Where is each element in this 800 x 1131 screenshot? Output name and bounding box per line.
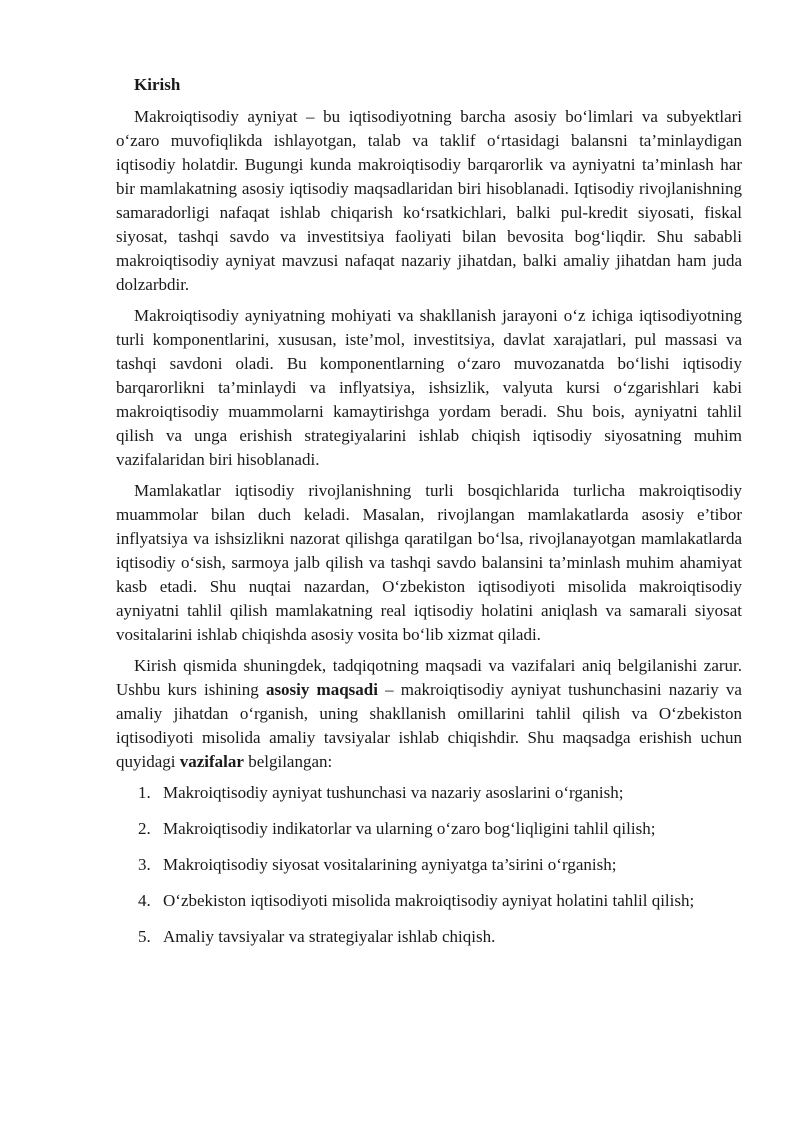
section-heading: Kirish — [134, 75, 181, 94]
paragraph-2: Makroiqtisodiy ayniyatning mohiyati va shakllanish jarayoni o‘z ichiga iqtisodiyotning turli komponentlarini, xususan, iste’mol, investitsiya, davlat xarajatlari, pul massasi va tashqi savdoni oladi. Bu komponentlarning o‘zaro muvozanatda bo‘lishi iqtisodiy barqarorlikni ta’minlaydi va inflyatsiya, ishsizlik, valyuta kursi o‘zgarishlari kabi makroiqtisodiy muammolarni kamaytirishga yordam beradi. Shu bois, ayniyatni tahlil qilish va unga erishish strategiyalarini ishlab chiqish iqtisodiy siyosatning muhim vazifalaridan biri hisoblanadi. — [116, 306, 742, 469]
list-item-text: Amaliy tavsiyalar va strategiyalar ishlab chiqish. — [163, 927, 496, 946]
goal-emphasis: asosiy maqsadi — [265, 680, 378, 699]
list-item-text: Makroiqtisodiy siyosat vositalarining ayniyatga ta’sirini o‘rganish; — [163, 855, 617, 874]
list-item-number: 5. — [138, 927, 151, 946]
list-item — [116, 925, 742, 949]
list-item-text: O‘zbekiston iqtisodiyoti misolida makroiqtisodiy ayniyat holatini tahlil qilish; — [163, 891, 695, 910]
list-item-text: Makroiqtisodiy ayniyat tushunchasi va nazariy asoslarini o‘rganish; — [163, 783, 624, 802]
list-item — [116, 889, 742, 913]
paragraph-3: Mamlakatlar iqtisodiy rivojlanishning turli bosqichlarida turlicha makroiqtisodiy muammolar bilan duch keladi. Masalan, rivojlangan mamlakatlarda asosiy e’tibor inflyatsiya va ishsizlikni nazorat qilishga qaratilgan bo‘lsa, rivojlanayotgan mamlakatlarda iqtisodiy o‘sish, sarmoya jalb qilish va tashqi savdo balansini ta’minlash muhim ahamiyat kasb etadi. Shu nuqtai nazardan, O‘zbekiston iqtisodiyoti misolida makroiqtisodiy ayniyatni tahlil qilish mamlakatning real iqtisodiy holatini aniqlash va samarali siyosat vositalarini ishlab chiqishda asosiy vosita bo‘lib xizmat qiladi. — [116, 481, 742, 644]
document-page — [116, 73, 742, 961]
tasks-emphasis: vazifalar — [179, 752, 244, 771]
list-item-number: 4. — [138, 891, 151, 910]
list-item-number: 2. — [138, 819, 151, 838]
paragraph-4 — [116, 654, 742, 774]
list-item — [116, 781, 742, 805]
paragraph-1: Makroiqtisodiy ayniyat – bu iqtisodiyotning barcha asosiy bo‘limlari va subyektlari o‘zaro muvofiqlikda ishlayotgan, talab va taklif o‘rtasidagi balansni ta’minlaydigan iqtisodiy holatdir. Bugungi kunda makroiqtisodiy barqarorlik va ayniyatni ta’minlash har bir mamlakatning asosiy iqtisodiy maqsadlaridan biri hisoblanadi. Iqtisodiy rivojlanishning samaradorligi nafaqat ishlab chiqarish ko‘rsatkichlari, balki pul-kredit siyosati, fiskal siyosat, tashqi savdo va investitsiya faoliyati bilan bevosita bog‘liqdir. Shu sababli makroiqtisodiy ayniyat mavzusi nafaqat nazariy jihatdan, balki amaliy jihatdan ham juda dolzarbdir. — [116, 107, 742, 294]
paragraph-4-text-c: belgilangan: — [243, 752, 333, 771]
list-item-text: Makroiqtisodiy indikatorlar va ularning o‘zaro bog‘liqligini tahlil qilish; — [163, 819, 656, 838]
paragraph-4-text-b: – makroiqtisodiy ayniyat tushunchasini nazariy va amaliy jihatdan o‘rganish, uning shakllanish omillarini tahlil qilish va O‘zbekiston iqtisodiyoti misolida amaliy tavsiyalar ishlab chiqishdir. Shu maqsadga erishish uchun quyidagi — [116, 680, 742, 771]
paragraph-4-text-a: Kirish qismida shuningdek, tadqiqotning maqsadi va vazifalari aniq belgilanishi zarur. Ushbu kurs ishining — [116, 656, 742, 699]
list-item — [116, 853, 742, 877]
list-item-number: 3. — [138, 855, 151, 874]
list-item — [116, 817, 742, 841]
list-item-number: 1. — [138, 783, 151, 802]
task-list — [116, 781, 742, 949]
